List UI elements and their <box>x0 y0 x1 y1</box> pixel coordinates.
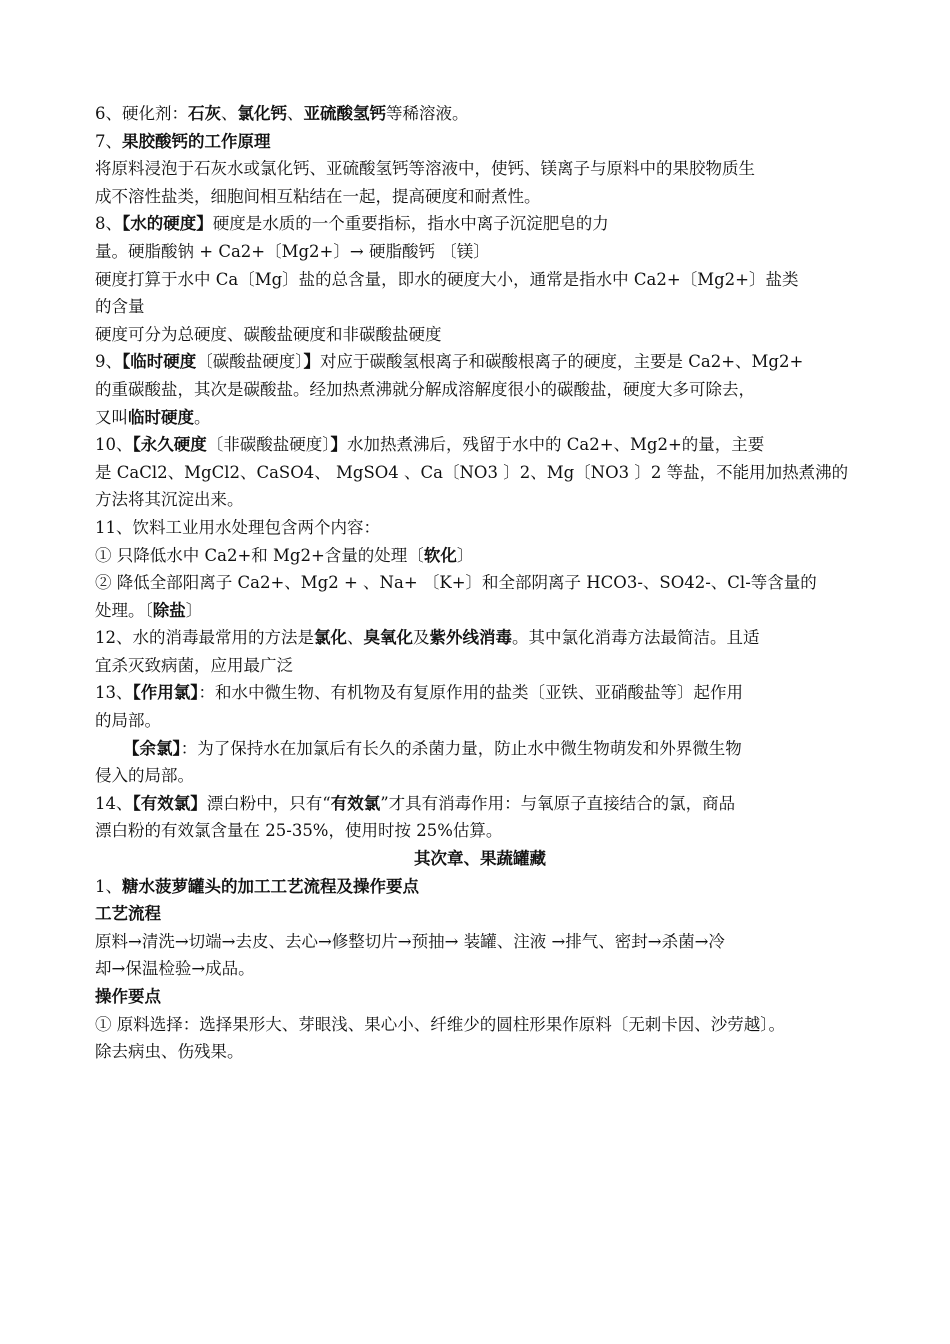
bold-text: 工艺流程 <box>95 904 161 924</box>
line-temporary-hardness <box>95 348 865 376</box>
bold-text: 【余氯】 <box>123 738 181 758</box>
bold-text: 果胶酸钙的工作原理 <box>122 131 271 151</box>
text-run: ① 只降低水中 Ca2+和 Mg2+含量的处理〔 <box>95 545 424 565</box>
list-item-raw-material <box>95 1011 865 1039</box>
text-run: 成不溶性盐类，细胞间相互粘结在一起，提高硬度和耐煮性。 <box>95 186 541 206</box>
text-run: 对应于碳酸氢根离子和碳酸根离子的硬度，主要是 Ca2+、Mg2+ <box>320 352 804 372</box>
text-run: 及 <box>413 628 430 648</box>
bold-text: 【永久硬度 <box>132 435 207 455</box>
text-run: ① 原料选择：选择果形大、芽眼浅、果心小、纤维少的圆柱形果作原料〔无刺卡因、沙劳越〕。 <box>95 1014 785 1034</box>
chapter-title <box>95 845 865 873</box>
text-run: ：为了保持水在加氯后有长久的杀菌力量，防止水中微生物萌发和外界微生物 <box>180 738 742 758</box>
text-run: 处理。〔 <box>95 600 153 620</box>
paragraph-line <box>95 321 865 349</box>
text-run: 6、硬化剂： <box>95 104 188 123</box>
bold-text: 【作用氯】 <box>132 683 199 703</box>
bold-text: 除盐 <box>152 600 186 620</box>
text-run: 水加热煮沸后，残留于水中的 Ca2+、Mg2+的量，主要 <box>347 435 765 455</box>
text-run: 将原料浸泡于石灰水或氯化钙、亚硫酸氢钙等溶液中，使钙、镁离子与原料中的果胶物质生 <box>95 159 755 179</box>
text-run: 。其中氯化消毒方法最简洁。且适 <box>512 628 760 648</box>
list-item-softening <box>95 542 865 570</box>
paragraph-line <box>95 597 865 625</box>
text-run: 硬度可分为总硬度、碳酸盐硬度和非碳酸盐硬度 <box>95 324 442 344</box>
bold-text: 臭氧化 <box>363 628 413 648</box>
text-run: 12、水的消毒最常用的方法是 <box>95 628 314 648</box>
text-run: 〕 <box>456 545 474 565</box>
line-water-hardness <box>95 210 865 238</box>
text-run: 〔非碳酸盐硬度〕 <box>206 435 331 455</box>
paragraph-line <box>95 817 865 845</box>
text-run: 1、 <box>95 876 122 896</box>
text-run: 13、 <box>95 683 133 703</box>
heading-calcium-pectate <box>95 128 865 156</box>
line-hardener <box>95 100 865 128</box>
paragraph-line <box>95 707 865 735</box>
bold-text: 氯化钙 <box>237 104 287 123</box>
text-run: 方法将其沉淀出来。 <box>95 490 244 510</box>
text-run: 除去病虫、伤残果。 <box>95 1042 244 1062</box>
subheading-operation-points <box>95 983 865 1011</box>
text-run: 侵入的局部。 <box>95 766 194 786</box>
text-run: 又叫 <box>95 407 128 427</box>
text-run: ：和水中微生物、有机物及有复原作用的盐类〔亚铁、亚硝酸盐等〕起作用 <box>198 683 743 703</box>
paragraph-line <box>95 762 865 790</box>
document-page <box>95 100 865 1066</box>
text-run: 宜杀灭致病菌，应用最广泛 <box>95 655 293 675</box>
text-run: 硬度打算于水中 Ca〔Mg〕盐的总含量，即水的硬度大小，通常是指水中 Ca2+〔Mg2+〕盐类 <box>95 269 799 289</box>
text-run: 的局部。 <box>95 711 161 731</box>
text-run: 、 <box>287 104 304 123</box>
bold-text: 【临时硬度 <box>122 352 197 372</box>
text-run: 硬度是水质的一个重要指标，指水中离子沉淀肥皂的力 <box>212 214 609 234</box>
line-water-treatment <box>95 514 865 542</box>
paragraph-line <box>95 155 865 183</box>
text-run: 的重碳酸盐，其次是碳酸盐。经加热煮沸就分解成溶解度很小的碳酸盐，硬度大多可除去， <box>95 379 755 399</box>
paragraph-line <box>95 486 865 514</box>
paragraph-line <box>95 928 865 956</box>
line-permanent-hardness <box>95 431 865 459</box>
text-run: 〔碳酸盐硬度〕 <box>196 352 304 372</box>
bold-text: 糖水菠萝罐头的加工工艺流程及操作要点 <box>122 876 419 896</box>
paragraph-line <box>95 238 865 266</box>
list-item-desalting <box>95 569 865 597</box>
text-run: 是 CaCl2、MgCl2、CaSO4、 MgSO4 、Ca〔NO3 〕2、Mg〔NO3 〕2 等盐，不能用加热煮沸的 <box>95 462 849 482</box>
line-residual-chlorine <box>95 735 865 763</box>
subheading-process-flow <box>95 900 865 928</box>
text-run: 8、 <box>95 214 122 234</box>
bold-text: 临时硬度 <box>128 407 194 427</box>
paragraph-line <box>95 652 865 680</box>
paragraph-line <box>95 293 865 321</box>
bold-text: 其次章、果蔬罐藏 <box>414 849 546 869</box>
bold-text: 【水的硬度】 <box>122 214 213 234</box>
bold-text: 】 <box>303 352 320 372</box>
section-heading-pineapple <box>95 873 865 901</box>
paragraph-line <box>95 404 865 432</box>
line-disinfection <box>95 624 865 652</box>
text-run: 7、 <box>95 131 122 151</box>
bold-text: 亚硫酸氢钙 <box>303 104 386 123</box>
text-run: 14、 <box>95 793 133 813</box>
bold-text: 有效氯 <box>330 793 381 813</box>
text-run: 10、 <box>95 435 133 455</box>
text-run: 、 <box>221 104 238 123</box>
text-run: 漂白粉中，只有“ <box>206 793 331 813</box>
bold-text: 】 <box>330 435 347 455</box>
text-run: 量。硬脂酸钠 + Ca2+〔Mg2+〕→ 硬脂酸钙 〔镁〕 <box>95 241 490 261</box>
line-combined-chlorine <box>95 679 865 707</box>
paragraph-line <box>95 459 865 487</box>
bold-text: 【有效氯】 <box>132 793 207 813</box>
text-run: ”才具有消毒作用：与氧原子直接结合的氯，商品 <box>380 793 736 813</box>
text-run: 。 <box>194 407 211 427</box>
text-run: 等稀溶液。 <box>386 104 469 123</box>
text-run: 却→保温检验→成品。 <box>95 959 255 979</box>
text-run: 漂白粉的有效氯含量在 25-35%，使用时按 25%估算。 <box>95 821 503 841</box>
text-run: 〕 <box>185 600 203 620</box>
paragraph-line <box>95 1038 865 1066</box>
paragraph-line <box>95 266 865 294</box>
bold-text: 氯化 <box>314 628 347 648</box>
text-run: ② 降低全部阳离子 Ca2+、Mg2 + 、Na+ 〔K+〕和全部阴离子 HCO3-、SO42-、Cl-等含量的 <box>95 573 817 593</box>
text-run: 原料→清洗→切端→去皮、去心→修整切片→预抽→ 装罐、注液 →排气、密封→杀菌→冷 <box>95 931 725 951</box>
text-run: 11、饮料工业用水处理包含两个内容： <box>95 517 380 537</box>
text-run: 、 <box>347 628 364 648</box>
bold-text: 紫外线消毒 <box>429 628 512 648</box>
bold-text: 软化 <box>423 545 457 565</box>
line-available-chlorine <box>95 790 865 818</box>
bold-text: 操作要点 <box>95 987 161 1006</box>
paragraph-line <box>95 183 865 211</box>
text-run: 9、 <box>95 352 122 372</box>
bold-text: 石灰 <box>188 104 221 123</box>
text-run: 的含量 <box>95 297 145 317</box>
paragraph-line <box>95 376 865 404</box>
paragraph-line <box>95 955 865 983</box>
